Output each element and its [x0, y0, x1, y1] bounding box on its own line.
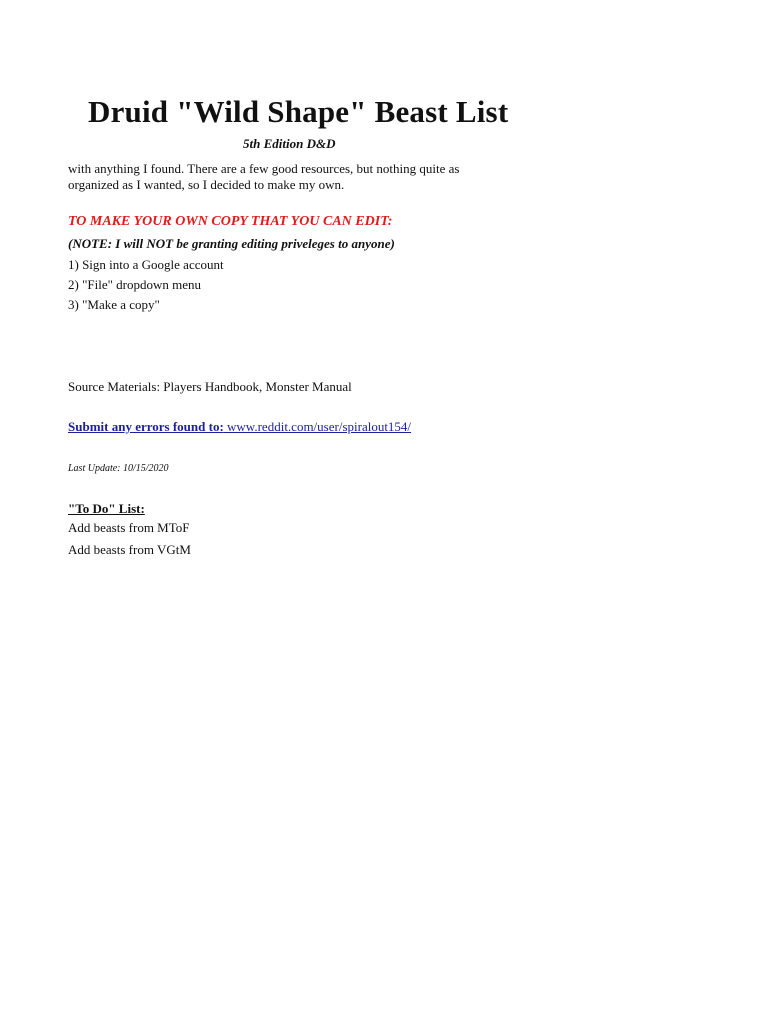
copy-instructions-heading: TO MAKE YOUR OWN COPY THAT YOU CAN EDIT: [68, 214, 393, 229]
submit-errors-label: Submit any errors found to: [68, 419, 224, 434]
submit-errors-url: www.reddit.com/user/spiralout154/ [227, 419, 412, 434]
todo-heading: "To Do" List: [68, 501, 145, 516]
page-subtitle: 5th Edition D&D [243, 136, 336, 151]
instruction-step: 2) "File" dropdown menu [68, 277, 202, 292]
intro-line: with anything I found. There are a few good resources, but nothing quite as [68, 161, 460, 176]
submit-errors-link[interactable] [68, 419, 411, 435]
last-update: Last Update: 10/15/2020 [68, 463, 169, 474]
intro-line: organized as I wanted, so I decided to make my own. [68, 177, 345, 192]
instruction-step: 3) "Make a copy" [68, 297, 160, 312]
page-title: Druid "Wild Shape" Beast List [88, 94, 509, 129]
source-materials: Source Materials: Players Handbook, Monster Manual [68, 379, 352, 394]
editing-note: (NOTE: I will NOT be granting editing priveleges to anyone) [68, 236, 395, 251]
instruction-step: 1) Sign into a Google account [68, 257, 224, 272]
todo-item: Add beasts from VGtM [68, 542, 191, 557]
intro-paragraph [68, 161, 459, 193]
todo-item: Add beasts from MToF [68, 520, 190, 535]
